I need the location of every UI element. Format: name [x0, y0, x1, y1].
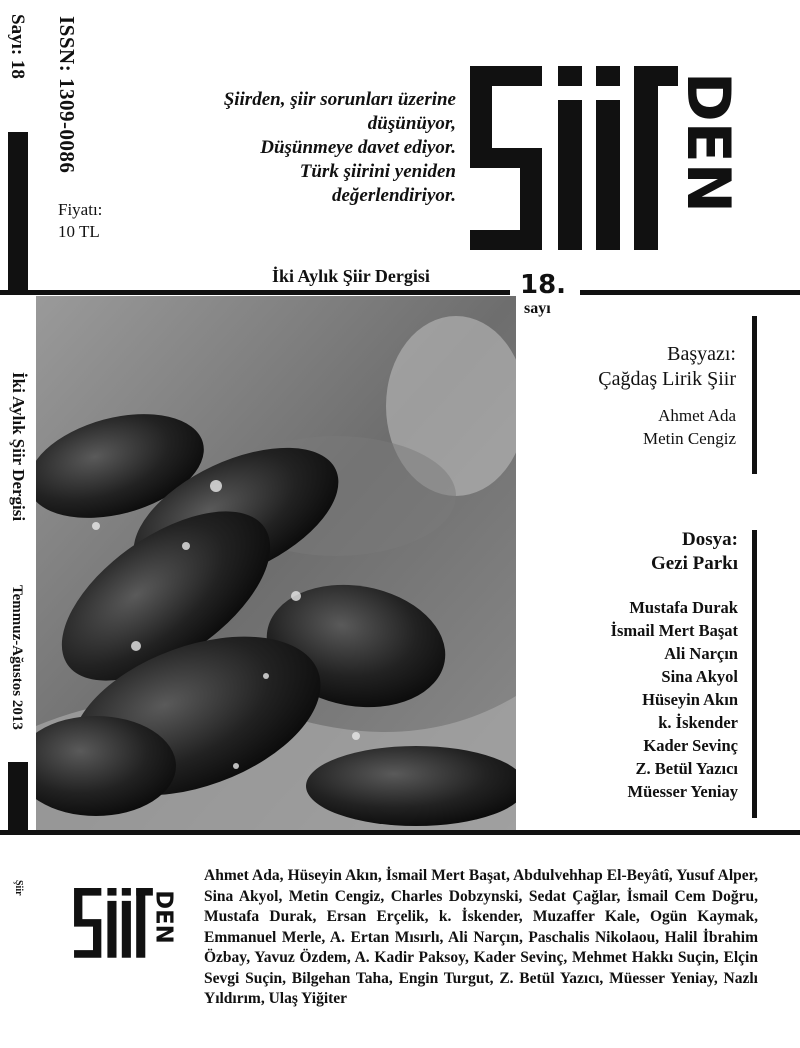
tagline-line: değerlendiriyor.	[331, 185, 456, 206]
dosya1-author: Metin Cengiz	[642, 429, 736, 448]
dosya2-author: Hüseyin Akın	[642, 690, 738, 709]
dosya2-author: Müesser Yeniay	[627, 782, 738, 801]
footer-logo-suffix: DEN	[150, 890, 177, 944]
price-label: Fiyatı:	[58, 200, 103, 219]
footer-logo	[74, 888, 184, 960]
right-bar-1	[752, 316, 757, 474]
dosya2-label: Dosya:	[682, 529, 738, 550]
top-rule-right	[580, 290, 800, 295]
tagline-line: Türk şiirini yeniden	[299, 161, 456, 182]
tagline	[190, 88, 456, 208]
dosya1-title: Çağdaş Lirik Şiir	[598, 368, 736, 390]
dosya1-block	[540, 342, 736, 450]
spine-issn: ISSN: 1309-0086	[55, 16, 79, 174]
masthead-logo	[470, 66, 760, 256]
tagline-line: Düşünmeye davet ediyor.	[260, 137, 456, 158]
top-rule-left	[0, 290, 510, 295]
dosya1-label: Başyazı:	[667, 343, 736, 365]
spine-bar-lower	[8, 762, 28, 832]
issue-number: 18.	[520, 270, 567, 300]
dosya1-author: Ahmet Ada	[658, 406, 736, 425]
spine-bar-upper	[8, 132, 28, 292]
tagline-line: düşünüyor,	[367, 113, 456, 134]
dosya2-title: Gezi Parkı	[650, 553, 738, 574]
spine-date: Temmuz-Ağustos 2013	[9, 585, 25, 730]
contributors-list: Ahmet Ada, Hüseyin Akın, İsmail Mert Başat, Abdulvehhap El-Beyâtî, Yusuf Alper, Sina Akyol, Metin Cengiz, Charles Dobzynski, Sedat Çağlar, İsmail Cem Doğru, Mustafa Durak, Ersan Erçelik, k. İskender, Muzaffer Kale, Ogün Kaymak, Emmanuel Merle, A. Ertan Mısırlı, Ali Narçın, Paschalis Nikolaou, Halil İbrahim Özbay, Yavuz Özdem, A. Kadir Paksoy, Kader Sevinç, Mehmet Hakkı Suçin, Elçin Sevgi Suçin, Bilgehan Taha, Engin Turgut, Z. Betül Yazıcı, Müesser Yeniay, Nazlı Yıldırım, Ulaş Yiğiter	[204, 867, 758, 1007]
dosya2-block	[540, 528, 738, 803]
spine-issue: Sayı: 18	[7, 14, 28, 79]
dosya2-author: Mustafa Durak	[629, 598, 738, 617]
price-value: 10 TL	[58, 222, 100, 241]
tagline-line: Şiirden, şiir sorunları üzerine	[223, 89, 456, 110]
subtitle-line: İki Aylık Şiir Dergisi	[272, 266, 430, 286]
issue-label: sayı	[524, 300, 551, 317]
dosya2-author: Kader Sevinç	[643, 736, 738, 755]
photo-bottom-rule	[0, 830, 800, 835]
masthead-suffix: DEN	[673, 72, 743, 214]
dosya2-author: Z. Betül Yazıcı	[635, 759, 738, 778]
dosya2-author: İsmail Mert Başat	[610, 621, 738, 640]
spine-bottom-mark: Şiir	[13, 880, 24, 896]
dosya2-author: Ali Narçın	[664, 644, 738, 663]
dosya2-author: Sina Akyol	[661, 667, 738, 686]
cover-photo	[36, 296, 516, 830]
dosya2-author: k. İskender	[658, 713, 738, 732]
right-bar-2	[752, 530, 757, 818]
spine-subtitle: İki Aylık Şiir Dergisi	[9, 372, 28, 522]
